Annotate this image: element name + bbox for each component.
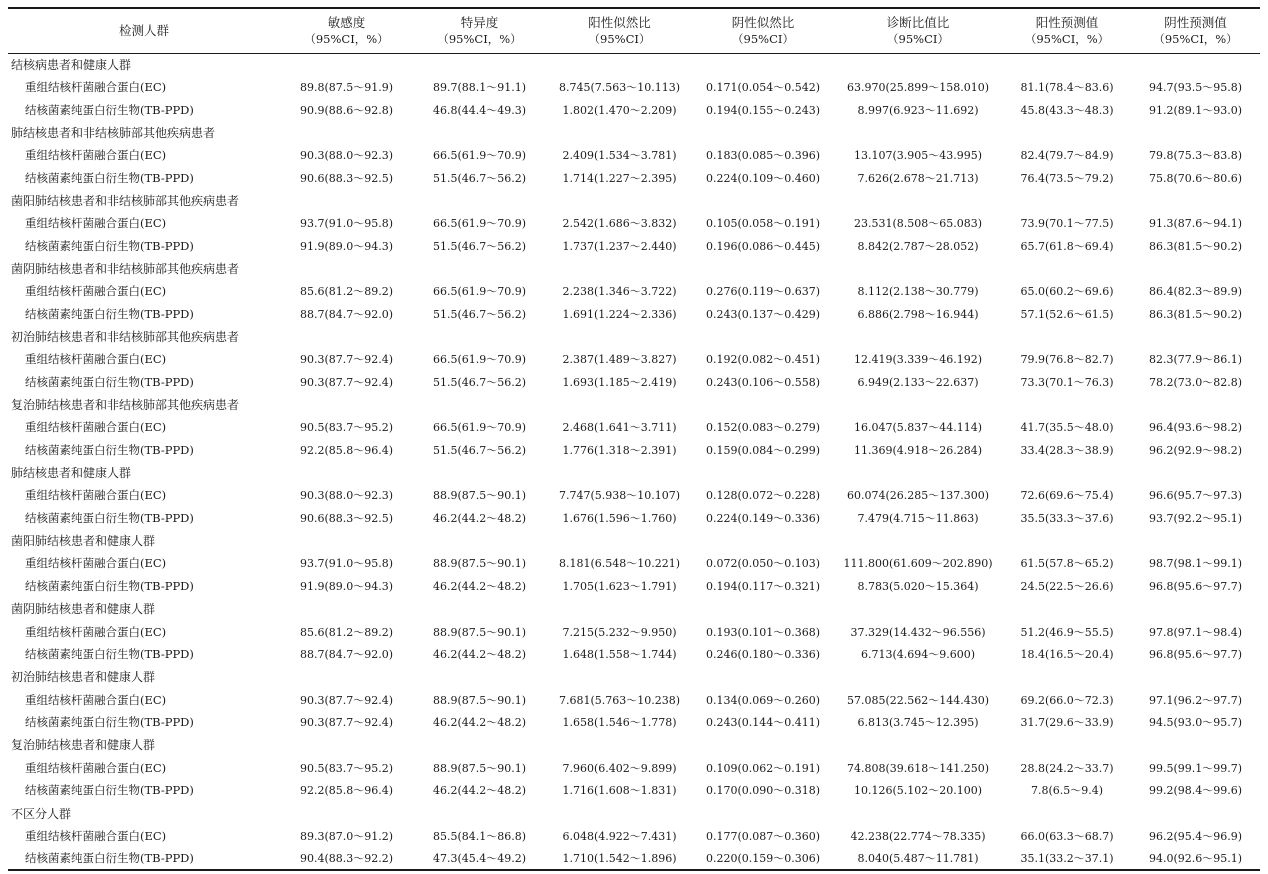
assay-name-cell: 结核菌素纯蛋白衍生物(TB-PPD) (25, 579, 194, 594)
assay-name-cell: 重组结核杆菌融合蛋白(EC) (25, 148, 167, 163)
table-row (8, 439, 1260, 462)
sensitivity-cell: 90.6(88.3～92.5) (299, 512, 394, 526)
diagnostic-odds-ratio-cell: 42.238(22.774～78.335) (850, 829, 986, 843)
diagnostic-odds-ratio-cell: 6.886(2.798～16.944) (857, 307, 979, 321)
positive-likelihood-ratio-cell: 1.648(1.558～1.744) (562, 648, 677, 662)
diagnostic-performance-table (8, 7, 1260, 871)
group-header-row (8, 529, 1260, 552)
sensitivity-cell: 90.3(88.0～92.3) (299, 489, 394, 503)
positive-likelihood-ratio-cell: 1.693(1.185～2.419) (562, 375, 677, 389)
negative-predictive-value-cell: 96.4(93.6～98.2) (1148, 421, 1243, 435)
diagnostic-odds-ratio-cell: 12.419(3.339～46.192) (853, 353, 983, 367)
group-label: 肺结核患者和健康人群 (11, 466, 132, 481)
diagnostic-odds-ratio-cell: 8.783(5.020～15.364) (857, 580, 979, 594)
assay-name-cell: 结核菌素纯蛋白衍生物(TB-PPD) (25, 374, 194, 389)
negative-likelihood-ratio-cell: 0.183(0.085～0.396) (705, 149, 821, 163)
positive-predictive-value-cell: 28.8(24.2～33.7) (1020, 761, 1114, 775)
sensitivity-cell: 89.8(87.5～91.9) (299, 81, 394, 95)
diagnostic-odds-ratio-cell: 8.997(6.923～11.692) (857, 103, 979, 117)
negative-predictive-value-cell: 98.7(98.1～99.1) (1148, 557, 1243, 571)
negative-predictive-value-cell: 96.2(95.4～96.9) (1148, 829, 1243, 843)
negative-predictive-value-cell: 78.2(73.0～82.8) (1148, 375, 1243, 389)
positive-predictive-value-cell: 35.5(33.3～37.6) (1020, 512, 1114, 526)
positive-likelihood-ratio-cell: 1.714(1.227～2.395) (562, 171, 677, 185)
specificity-cell: 51.5(46.7～56.2) (432, 239, 527, 253)
negative-predictive-value-cell: 99.2(98.4～99.6) (1148, 784, 1243, 798)
specificity-cell: 85.5(84.1～86.8) (432, 829, 527, 843)
positive-likelihood-ratio-cell: 1.691(1.224～2.336) (562, 307, 677, 321)
specificity-cell: 88.9(87.5～90.1) (432, 489, 527, 503)
negative-predictive-value-cell: 94.5(93.0～95.7) (1148, 716, 1243, 730)
sensitivity-cell: 85.6(81.2～89.2) (299, 625, 394, 639)
diagnostic-odds-ratio-cell: 74.808(39.618～141.250) (846, 761, 990, 775)
sensitivity-cell: 90.5(83.7～95.2) (299, 761, 394, 775)
negative-predictive-value-cell: 96.6(95.7～97.3) (1148, 489, 1243, 503)
positive-predictive-value-cell: 79.9(76.8～82.7) (1020, 353, 1114, 367)
sensitivity-cell: 92.2(85.8～96.4) (299, 784, 394, 798)
positive-predictive-value-cell: 24.5(22.5～26.6) (1020, 580, 1114, 594)
group-label: 肺结核患者和非结核肺部其他疾病患者 (11, 125, 216, 140)
table-row (8, 280, 1260, 303)
assay-name-cell: 重组结核杆菌融合蛋白(EC) (25, 828, 167, 843)
assay-name-cell: 结核菌素纯蛋白衍生物(TB-PPD) (8, 847, 280, 870)
positive-predictive-value-cell: 57.1(52.6～61.5) (1020, 307, 1114, 321)
positive-predictive-value-cell: 72.6(69.6～75.4) (1020, 489, 1114, 503)
negative-likelihood-ratio-cell: 0.193(0.101～0.368) (705, 625, 821, 639)
specificity-cell: 47.3(45.4～49.2) (413, 847, 546, 870)
sensitivity-cell: 90.9(88.6～92.8) (299, 103, 394, 117)
sensitivity-cell: 88.7(84.7～92.0) (299, 648, 394, 662)
specificity-cell: 51.5(46.7～56.2) (432, 307, 527, 321)
specificity-cell: 46.2(44.2～48.2) (432, 648, 527, 662)
header-positive-likelihood-ratio: 阳性似然比 （95%CI） (546, 8, 693, 53)
group-label: 菌阳肺结核患者和非结核肺部其他疾病患者 (11, 193, 240, 208)
group-header-row (8, 121, 1260, 144)
header-positive-predictive-value: 阳性预测值 （95%CI，%） (1003, 8, 1131, 53)
table-row (8, 348, 1260, 371)
negative-likelihood-ratio-cell: 0.243(0.137～0.429) (705, 307, 821, 321)
positive-likelihood-ratio-cell: 8.745(7.563～10.113) (558, 81, 681, 95)
positive-likelihood-ratio-cell: 2.468(1.641～3.711) (562, 421, 677, 435)
specificity-cell: 88.9(87.5～90.1) (432, 761, 527, 775)
assay-name-cell: 重组结核杆菌融合蛋白(EC) (25, 624, 167, 639)
positive-likelihood-ratio-cell: 2.387(1.489～3.827) (562, 353, 677, 367)
negative-likelihood-ratio-cell: 0.243(0.106～0.558) (705, 375, 821, 389)
specificity-cell: 66.5(61.9～70.9) (432, 421, 527, 435)
negative-likelihood-ratio-cell: 0.224(0.109～0.460) (705, 171, 821, 185)
assay-name-cell: 重组结核杆菌融合蛋白(EC) (25, 284, 167, 299)
header-specificity: 特异度 （95%CI，%） (413, 8, 546, 53)
positive-likelihood-ratio-cell: 7.215(5.232～9.950) (562, 625, 677, 639)
sensitivity-cell: 89.3(87.0～91.2) (299, 829, 394, 843)
negative-likelihood-ratio-cell: 0.152(0.083～0.279) (705, 421, 821, 435)
negative-likelihood-ratio-cell: 0.171(0.054～0.542) (705, 81, 821, 95)
assay-name-cell: 重组结核杆菌融合蛋白(EC) (25, 352, 167, 367)
negative-likelihood-ratio-cell: 0.128(0.072～0.228) (705, 489, 821, 503)
table-row (8, 303, 1260, 326)
assay-name-cell: 重组结核杆菌融合蛋白(EC) (25, 488, 167, 503)
header-diagnostic-odds-ratio: 诊断比值比 （95%CI） (833, 8, 1003, 53)
negative-predictive-value-cell: 91.3(87.6～94.1) (1148, 217, 1243, 231)
specificity-cell: 46.2(44.2～48.2) (432, 512, 527, 526)
group-header-row (8, 598, 1260, 621)
positive-likelihood-ratio-cell: 1.737(1.237～2.440) (562, 239, 677, 253)
assay-name-cell: 重组结核杆菌融合蛋白(EC) (25, 216, 167, 231)
sensitivity-cell: 90.3(87.7～92.4) (299, 353, 394, 367)
sensitivity-cell: 88.7(84.7～92.0) (299, 307, 394, 321)
positive-likelihood-ratio-cell: 2.238(1.346～3.722) (562, 285, 677, 299)
table-row (8, 371, 1260, 394)
negative-likelihood-ratio-cell: 0.224(0.149～0.336) (705, 512, 821, 526)
positive-likelihood-ratio-cell: 7.960(6.402～9.899) (562, 761, 677, 775)
negative-predictive-value-cell: 96.2(92.9～98.2) (1148, 444, 1243, 458)
negative-predictive-value-cell: 96.8(95.6～97.7) (1148, 648, 1243, 662)
specificity-cell: 51.5(46.7～56.2) (432, 444, 527, 458)
header-negative-predictive-value: 阴性预测值 （95%CI，%） (1131, 8, 1260, 53)
diagnostic-odds-ratio-cell: 13.107(3.905～43.995) (853, 149, 983, 163)
positive-predictive-value-cell: 69.2(66.0～72.3) (1020, 693, 1114, 707)
assay-name-cell: 重组结核杆菌融合蛋白(EC) (25, 80, 167, 95)
diagnostic-odds-ratio-cell: 7.479(4.715～11.863) (857, 512, 979, 526)
positive-likelihood-ratio-cell: 7.681(5.763～10.238) (558, 693, 681, 707)
group-label: 菌阳肺结核患者和健康人群 (11, 534, 156, 549)
diagnostic-odds-ratio-cell: 60.074(26.285～137.300) (846, 489, 990, 503)
diagnostic-odds-ratio-cell: 6.949(2.133～22.637) (857, 375, 979, 389)
assay-name-cell: 结核菌素纯蛋白衍生物(TB-PPD) (25, 102, 194, 117)
sensitivity-cell: 90.4(88.3～92.2) (280, 847, 413, 870)
specificity-cell: 66.5(61.9～70.9) (432, 285, 527, 299)
table-row (8, 484, 1260, 507)
positive-predictive-value-cell: 66.0(63.3～68.7) (1020, 829, 1114, 843)
positive-predictive-value-cell: 41.7(35.5～48.0) (1020, 421, 1114, 435)
table-row (8, 575, 1260, 598)
positive-predictive-value-cell: 61.5(57.8～65.2) (1020, 557, 1114, 571)
table-body (8, 53, 1260, 870)
table-row (8, 144, 1260, 167)
positive-predictive-value-cell: 45.8(43.3～48.3) (1020, 103, 1114, 117)
group-header-row (8, 666, 1260, 689)
group-label: 不区分人群 (11, 806, 72, 821)
positive-predictive-value-cell: 73.3(70.1～76.3) (1020, 375, 1114, 389)
sensitivity-cell: 85.6(81.2～89.2) (299, 285, 394, 299)
header-negative-likelihood-ratio: 阴性似然比 （95%CI） (693, 8, 833, 53)
negative-likelihood-ratio-cell: 0.177(0.087～0.360) (705, 829, 821, 843)
group-label: 结核病患者和健康人群 (11, 58, 132, 73)
specificity-cell: 46.8(44.4～49.3) (432, 103, 527, 117)
table-row (8, 688, 1260, 711)
specificity-cell: 46.2(44.2～48.2) (432, 784, 527, 798)
negative-predictive-value-cell: 97.8(97.1～98.4) (1148, 625, 1243, 639)
negative-predictive-value-cell: 97.1(96.2～97.7) (1148, 693, 1243, 707)
table-row (8, 779, 1260, 802)
specificity-cell: 46.2(44.2～48.2) (432, 716, 527, 730)
specificity-cell: 66.5(61.9～70.9) (432, 353, 527, 367)
assay-name-cell: 结核菌素纯蛋白衍生物(TB-PPD) (25, 170, 194, 185)
positive-predictive-value-cell: 51.2(46.9～55.5) (1020, 625, 1114, 639)
negative-likelihood-ratio-cell: 0.194(0.117～0.321) (705, 580, 821, 594)
specificity-cell: 88.9(87.5～90.1) (432, 557, 527, 571)
group-header-row (8, 461, 1260, 484)
table-row (8, 212, 1260, 235)
table-row (8, 711, 1260, 734)
positive-predictive-value-cell: 65.7(61.8～69.4) (1020, 239, 1114, 253)
sensitivity-cell: 90.3(87.7～92.4) (299, 693, 394, 707)
table-row (8, 235, 1260, 258)
assay-name-cell: 结核菌素纯蛋白衍生物(TB-PPD) (25, 511, 194, 526)
sensitivity-cell: 91.9(89.0～94.3) (299, 239, 394, 253)
positive-likelihood-ratio-cell: 1.716(1.608～1.831) (562, 784, 677, 798)
assay-name-cell: 重组结核杆菌融合蛋白(EC) (25, 420, 167, 435)
positive-predictive-value-cell: 81.1(78.4～83.6) (1020, 81, 1114, 95)
table-header-row (8, 8, 1260, 53)
specificity-cell: 51.5(46.7～56.2) (432, 375, 527, 389)
negative-likelihood-ratio-cell: 0.220(0.159～0.306) (693, 847, 833, 870)
positive-predictive-value-cell: 7.8(6.5～9.4) (1030, 784, 1104, 798)
specificity-cell: 88.9(87.5～90.1) (432, 625, 527, 639)
negative-predictive-value-cell: 99.5(99.1～99.7) (1148, 761, 1243, 775)
assay-name-cell: 重组结核杆菌融合蛋白(EC) (25, 760, 167, 775)
negative-likelihood-ratio-cell: 0.109(0.062～0.191) (705, 761, 821, 775)
table-row (8, 620, 1260, 643)
sensitivity-cell: 92.2(85.8～96.4) (299, 444, 394, 458)
table-row (8, 643, 1260, 666)
negative-likelihood-ratio-cell: 0.276(0.119～0.637) (705, 285, 821, 299)
sensitivity-cell: 91.9(89.0～94.3) (299, 580, 394, 594)
positive-predictive-value-cell: 76.4(73.5～79.2) (1020, 171, 1114, 185)
positive-likelihood-ratio-cell: 8.181(6.548～10.221) (558, 557, 681, 571)
diagnostic-odds-ratio-cell: 11.369(4.918～26.284) (853, 444, 983, 458)
positive-likelihood-ratio-cell: 7.747(5.938～10.107) (558, 489, 681, 503)
diagnostic-odds-ratio-cell: 8.842(2.787～28.052) (857, 239, 979, 253)
negative-likelihood-ratio-cell: 0.072(0.050～0.103) (705, 557, 821, 571)
negative-predictive-value-cell: 94.0(92.6～95.1) (1131, 847, 1260, 870)
diagnostic-odds-ratio-cell: 10.126(5.102～20.100) (853, 784, 983, 798)
group-header-row (8, 734, 1260, 757)
group-header-row (8, 53, 1260, 76)
diagnostic-odds-ratio-cell: 16.047(5.837～44.114) (853, 421, 983, 435)
table-row (8, 507, 1260, 530)
positive-predictive-value-cell: 33.4(28.3～38.9) (1020, 444, 1114, 458)
negative-predictive-value-cell: 96.8(95.6～97.7) (1148, 580, 1243, 594)
assay-name-cell: 结核菌素纯蛋白衍生物(TB-PPD) (25, 715, 194, 730)
sensitivity-cell: 90.5(83.7～95.2) (299, 421, 394, 435)
negative-likelihood-ratio-cell: 0.192(0.082～0.451) (705, 353, 821, 367)
table-row (8, 552, 1260, 575)
positive-predictive-value-cell: 18.4(16.5～20.4) (1020, 648, 1114, 662)
sensitivity-cell: 90.3(87.7～92.4) (299, 375, 394, 389)
diagnostic-odds-ratio-cell: 37.329(14.432～96.556) (850, 625, 986, 639)
sensitivity-cell: 90.3(88.0～92.3) (299, 149, 394, 163)
sensitivity-cell: 93.7(91.0～95.8) (299, 217, 394, 231)
positive-predictive-value-cell: 65.0(60.2～69.6) (1020, 285, 1114, 299)
positive-likelihood-ratio-cell: 2.409(1.534～3.781) (562, 149, 677, 163)
sensitivity-cell: 93.7(91.0～95.8) (299, 557, 394, 571)
positive-likelihood-ratio-cell: 1.676(1.596～1.760) (562, 512, 677, 526)
group-header-row (8, 257, 1260, 280)
negative-predictive-value-cell: 94.7(93.5～95.8) (1148, 81, 1243, 95)
positive-likelihood-ratio-cell: 1.710(1.542～1.896) (546, 847, 693, 870)
positive-likelihood-ratio-cell: 1.658(1.546～1.778) (562, 716, 677, 730)
header-population: 检测人群 (8, 8, 280, 53)
negative-likelihood-ratio-cell: 0.246(0.180～0.336) (705, 648, 821, 662)
positive-likelihood-ratio-cell: 1.776(1.318～2.391) (562, 444, 677, 458)
positive-likelihood-ratio-cell: 2.542(1.686～3.832) (562, 217, 677, 231)
diagnostic-odds-ratio-cell: 6.713(4.694～9.600) (860, 648, 976, 662)
positive-predictive-value-cell: 82.4(79.7～84.9) (1020, 149, 1114, 163)
positive-predictive-value-cell: 73.9(70.1～77.5) (1020, 217, 1114, 231)
assay-name-cell: 结核菌素纯蛋白衍生物(TB-PPD) (25, 306, 194, 321)
group-header-row (8, 325, 1260, 348)
negative-predictive-value-cell: 82.3(77.9～86.1) (1148, 353, 1243, 367)
table-row (8, 166, 1260, 189)
negative-likelihood-ratio-cell: 0.194(0.155～0.243) (705, 103, 821, 117)
negative-likelihood-ratio-cell: 0.196(0.086～0.445) (705, 239, 821, 253)
sensitivity-cell: 90.6(88.3～92.5) (299, 171, 394, 185)
group-label: 菌阴肺结核患者和非结核肺部其他疾病患者 (11, 262, 240, 277)
specificity-cell: 88.9(87.5～90.1) (432, 693, 527, 707)
negative-likelihood-ratio-cell: 0.134(0.069～0.260) (705, 693, 821, 707)
group-header-row (8, 393, 1260, 416)
table-row (8, 824, 1260, 847)
assay-name-cell: 结核菌素纯蛋白衍生物(TB-PPD) (25, 647, 194, 662)
specificity-cell: 46.2(44.2～48.2) (432, 580, 527, 594)
assay-name-cell: 结核菌素纯蛋白衍生物(TB-PPD) (25, 783, 194, 798)
positive-predictive-value-cell: 35.1(33.2～37.1) (1003, 847, 1131, 870)
negative-predictive-value-cell: 86.3(81.5～90.2) (1148, 307, 1243, 321)
group-header-row (8, 802, 1260, 825)
specificity-cell: 89.7(88.1～91.1) (432, 81, 527, 95)
group-label: 菌阴肺结核患者和健康人群 (11, 602, 156, 617)
group-header-row (8, 189, 1260, 212)
diagnostic-odds-ratio-cell: 6.813(3.745～12.395) (857, 716, 979, 730)
diagnostic-odds-ratio-cell: 7.626(2.678～21.713) (857, 171, 979, 185)
positive-likelihood-ratio-cell: 1.705(1.623～1.791) (562, 580, 677, 594)
negative-likelihood-ratio-cell: 0.243(0.144～0.411) (705, 716, 821, 730)
negative-predictive-value-cell: 75.8(70.6～80.6) (1148, 171, 1243, 185)
diagnostic-odds-ratio-cell: 8.112(2.138～30.779) (857, 285, 979, 299)
table-row (8, 756, 1260, 779)
diagnostic-odds-ratio-cell: 63.970(25.899～158.010) (846, 81, 990, 95)
sensitivity-cell: 90.3(87.7～92.4) (299, 716, 394, 730)
table-row (8, 416, 1260, 439)
negative-predictive-value-cell: 93.7(92.2～95.1) (1148, 512, 1243, 526)
diagnostic-odds-ratio-cell: 23.531(8.508～65.083) (853, 217, 983, 231)
group-label: 复治肺结核患者和健康人群 (11, 738, 156, 753)
group-label: 初治肺结核患者和非结核肺部其他疾病患者 (11, 330, 240, 345)
assay-name-cell: 结核菌素纯蛋白衍生物(TB-PPD) (25, 238, 194, 253)
negative-predictive-value-cell: 86.3(81.5～90.2) (1148, 239, 1243, 253)
negative-predictive-value-cell: 91.2(89.1～93.0) (1148, 103, 1243, 117)
negative-predictive-value-cell: 86.4(82.3～89.9) (1148, 285, 1243, 299)
negative-predictive-value-cell: 79.8(75.3～83.8) (1148, 149, 1243, 163)
header-sensitivity: 敏感度 （95%CI，%） (280, 8, 413, 53)
negative-likelihood-ratio-cell: 0.170(0.090～0.318) (705, 784, 821, 798)
specificity-cell: 51.5(46.7～56.2) (432, 171, 527, 185)
specificity-cell: 66.5(61.9～70.9) (432, 217, 527, 231)
diagnostic-odds-ratio-cell: 8.040(5.487～11.781) (833, 847, 1003, 870)
positive-likelihood-ratio-cell: 6.048(4.922～7.431) (562, 829, 677, 843)
assay-name-cell: 重组结核杆菌融合蛋白(EC) (25, 556, 167, 571)
group-label: 初治肺结核患者和健康人群 (11, 670, 156, 685)
assay-name-cell: 结核菌素纯蛋白衍生物(TB-PPD) (25, 443, 194, 458)
negative-likelihood-ratio-cell: 0.159(0.084～0.299) (705, 444, 821, 458)
table-row (8, 98, 1260, 121)
table-row (8, 847, 1260, 870)
diagnostic-odds-ratio-cell: 111.800(61.609～202.890) (843, 557, 993, 571)
diagnostic-odds-ratio-cell: 57.085(22.562～144.430) (846, 693, 990, 707)
assay-name-cell: 重组结核杆菌融合蛋白(EC) (25, 692, 167, 707)
group-label: 复治肺结核患者和非结核肺部其他疾病患者 (11, 398, 240, 413)
table-row (8, 76, 1260, 99)
positive-predictive-value-cell: 31.7(29.6～33.9) (1020, 716, 1114, 730)
specificity-cell: 66.5(61.9～70.9) (432, 149, 527, 163)
positive-likelihood-ratio-cell: 1.802(1.470～2.209) (562, 103, 677, 117)
negative-likelihood-ratio-cell: 0.105(0.058～0.191) (705, 217, 821, 231)
